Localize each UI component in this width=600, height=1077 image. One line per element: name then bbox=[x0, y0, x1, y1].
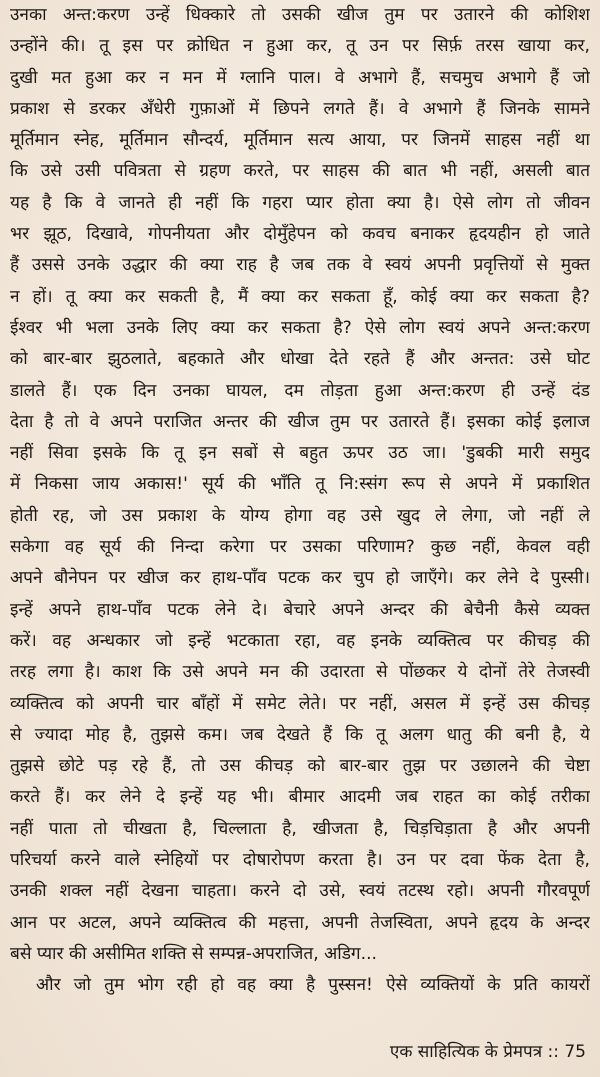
text-line: हैं उससे उनके उद्धार की क्या राह है जब तक वे स्वयं अपनी प्रवृत्तियों से मुक्त bbox=[10, 255, 590, 276]
text-line: में निकसा जाय अकास!' सूर्य की भाँति तू नि:स्संग रूप से अपने में प्रकाशित bbox=[10, 474, 590, 495]
text-line: ईश्वर भी भला उनके लिए क्या कर सकता है? ऐसे लोग स्वयं अपने अन्त:करण bbox=[10, 317, 590, 338]
text-line: उनकी शक्ल नहीं देखना चाहता। करने दो उसे, स्वयं तटस्थ रहो। अपनी गौरवपूर्ण bbox=[10, 881, 590, 902]
text-line: प्रकाश से डरकर अँधेरी गुफ़ाओं में छिपने लगते हैं। वे अभागे हैं जिनके सामने bbox=[10, 98, 590, 119]
text-line: न हों। तू क्या कर सकती है, मैं क्या कर सकता हूँ, कोई क्या कर सकता है? bbox=[10, 286, 590, 307]
text-line: होती रह, जो उस प्रकाश के योग्य होगा वह उसे खुद ले लेगा, जो नहीं ले bbox=[10, 505, 590, 526]
text-line: बसे प्यार की असीमित शक्ति से सम्पन्न-अपराजित, अडिग... bbox=[10, 943, 377, 964]
text-line: मूर्तिमान स्नेह, मूर्तिमान सौन्दर्य, मूर्तिमान सत्य आया, पर जिनमें साहस नहीं था bbox=[10, 130, 590, 151]
text-line: नहीं पाता तो चीखता है, चिल्लाता है, खीजता है, चिड़चिड़ाता है और अपनी bbox=[10, 818, 590, 839]
text-line: करें। वह अन्धकार जो इन्हें भटकाता रहा, वह इनके व्यक्तित्व पर कीचड़ की bbox=[10, 630, 590, 651]
text-line: करते हैं। कर लेने दे इन्हें यह भी। बीमार आदमी जब राहत का कोई तरीका bbox=[10, 787, 590, 808]
text-line: तरह लगा है। काश कि उसे अपने मन की उदारता से पोंछकर ये दोनों तेरे तेजस्वी bbox=[10, 662, 590, 683]
text-line: नहीं सिवा इसके कि तू इन सबों से बहुत ऊपर उठ जा। 'डुबकी मारी समुद bbox=[10, 443, 590, 464]
text-line: भर झूठ, दिखावे, गोपनीयता और दोमुँहेपन को कवच बनाकर हृदयहीन हो जाते bbox=[10, 224, 590, 245]
text-line: उन्होंने की। तू इस पर क्रोधित न हुआ कर, तू उन पर सिर्फ़ तरस खाया कर, bbox=[10, 36, 590, 57]
text-line: को बार-बार झुठलाते, बहकाते और धोखा देते रहते हैं और अन्तत: उसे घोट bbox=[10, 349, 590, 370]
text-line: कि उसे उसी पवित्रता से ग्रहण करते, पर साहस की बात भी नहीं, असली बात bbox=[10, 161, 590, 182]
text-line: व्यक्तित्व को अपनी चार बाँहों में समेट लेते। पर नहीं, असल में इन्हें उस कीचड़ bbox=[10, 693, 590, 714]
text-line: तुझसे छोटे पड़ रहे हैं, तो उस कीचड़ को बार-बार तुझ पर उछालने की चेष्टा bbox=[10, 756, 590, 777]
text-line: और जो तुम भोग रही हो वह क्या है पुस्सन! ऐसे व्यक्तियों के प्रति कायरों bbox=[36, 975, 590, 996]
text-line: सकेगा वह सूर्य की निन्दा करेगा पर उसका परिणाम? कुछ नहीं, केवल वही bbox=[10, 537, 590, 558]
body-text bbox=[10, 0, 590, 1002]
text-line: उनका अन्त:करण उन्हें धिक्कारे तो उसकी खीज तुम पर उतारने की कोशिश bbox=[10, 5, 590, 25]
text-line: देता है तो वे अपने पराजित अन्तर की खीज तुम पर उतारते हैं। इसका कोई इलाज bbox=[10, 411, 590, 432]
text-line: से ज्यादा मोह है, तुझसे कम। जब देखते हैं कि तू अलग धातु की बनी है, ये bbox=[10, 724, 590, 745]
text-line: इन्हें अपने हाथ-पाँव पटक लेने दे। बेचारे अपने अन्दर की बेचैनी कैसे व्यक्त bbox=[10, 599, 590, 620]
text-line: यह है कि वे जानते ही नहीं कि गहरा प्यार होता क्या है। ऐसे लोग तो जीवन bbox=[10, 192, 590, 213]
text-line: डालते हैं। एक दिन उनका घायल, दम तोड़ता हुआ अन्त:करण ही उन्हें दंड bbox=[10, 380, 590, 401]
page-footer: एक साहित्यिक के प्रेमपत्र :: 75 bbox=[389, 1042, 586, 1062]
text-line: अपने बौनेपन पर खीज कर हाथ-पाँव पटक कर चुप हो जाएँगे। कर लेने दे पुस्सी। bbox=[10, 568, 590, 589]
text-line: आन पर अटल, अपने व्यक्तित्व की महत्ता, अपनी तेजस्विता, अपने हृदय के अन्दर bbox=[10, 912, 590, 933]
text-line: दुखी मत हुआ कर न मन में ग्लानि पाल। वे अभागे हैं, सचमुच अभागे हैं जो bbox=[10, 67, 590, 88]
text-line: परिचर्या करने वाले स्नेहियों पर दोषारोपण करता है। उन पर दवा फेंक देता है, bbox=[10, 850, 590, 871]
